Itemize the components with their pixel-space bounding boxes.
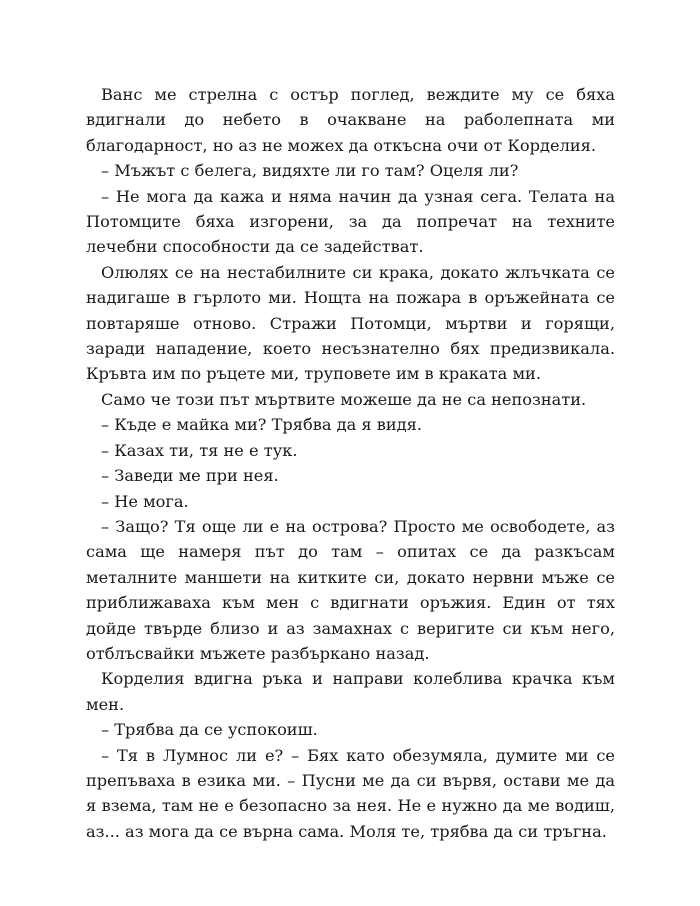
paragraph-3: – Не мога да кажа и няма начин да узная сега. Телата на Потомците бяха изгорени, за да попречат на техните лечебни способности да се задействат. <box>86 186 615 257</box>
paragraph-4: Олюлях се на нестабилните си крака, докато жлъчката се надигаше в гърлото ми. Нощта на пожара в оръжейната се повтаряше отново. Стражи Потомци, мъртви и горящи, заради нападение, което несъзнателно бях предизвикала. Кръвта им по ръцете ми, труповете им в краката ми. <box>86 262 615 384</box>
paragraph-11: Корделия вдигна ръка и направи колеблива крачка към мен. <box>86 669 615 714</box>
paragraph-12: – Трябва да се успокоиш. <box>101 720 318 740</box>
paragraph-10: – Защо? Тя още ли е на острова? Просто ме освободете, аз сама ще намеря път до там – опитах се да разкъсам металните маншети на китките си, докато нервни мъже се приближаваха към мен с вдигнати оръжия. Един от тях дойде твърде близо и аз замахнах с веригите си към него, отблъсвайки мъжете разбъркано назад. <box>86 516 615 663</box>
paragraph-2: – Мъжът с белега, видяхте ли го там? Оцеля ли? <box>101 161 519 181</box>
paragraph-9: – Не мога. <box>101 491 189 511</box>
paragraph-13: – Тя в Лумнос ли е? – Бях като обезумяла, думите ми се препъваха в езика ми. – Пусни ме да си вървя, остави ме да я взема, там не е безопасно за нея. Не е нужно да ме водиш, аз... аз мога да се върна сама. Моля те, трябва да си тръгна. <box>86 745 615 841</box>
paragraph-6: – Къде е майка ми? Трябва да я видя. <box>101 415 423 435</box>
paragraph-7: – Казах ти, тя не е тук. <box>101 440 298 460</box>
paragraph-5: Само че този път мъртвите можеше да не са непознати. <box>101 389 587 409</box>
paragraph-1: Ванс ме стрелна с остър поглед, веждите му се бяха вдигнали до небето в очакване на раболепната ми благодарност, но аз не можех да откъсна очи от Корделия. <box>86 85 615 155</box>
paragraph-8: – Заведи ме при нея. <box>101 466 279 486</box>
